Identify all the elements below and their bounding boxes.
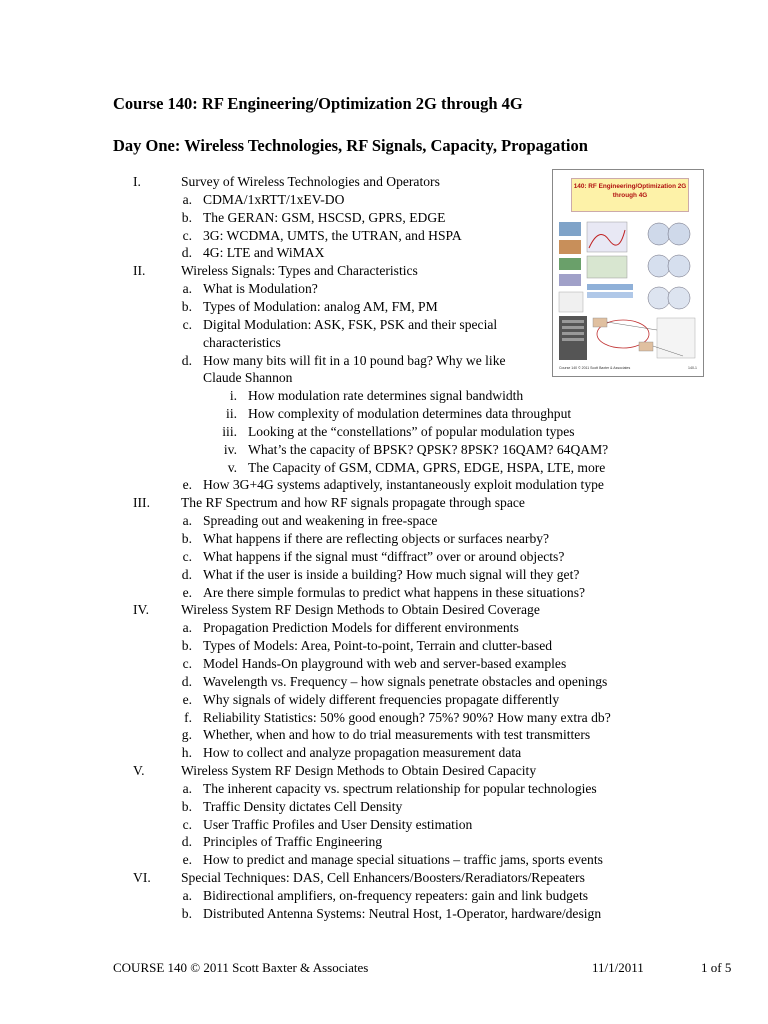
outline-subitem-text: How complexity of modulation determines data throughput [248, 406, 572, 422]
outline-item-text: Reliability Statistics: 50% good enough? 75%? 90%? How many extra db? [203, 709, 611, 725]
outline-item-text: Principles of Traffic Engineering [203, 834, 383, 850]
outline-item-number: e. [182, 477, 192, 493]
outline-item-number: a. [182, 780, 192, 796]
section-number: III. [133, 495, 150, 511]
outline-item-text: The inherent capacity vs. spectrum relationship for popular technologies [203, 780, 597, 796]
outline-item-number: c. [182, 316, 192, 332]
outline-item-number: h. [181, 745, 192, 761]
outline-item-text: Digital Modulation: ASK, FSK, PSK and their special [203, 316, 498, 332]
outline-item-number: c. [182, 227, 192, 243]
section-number: V. [133, 763, 145, 779]
outline-item-number: d. [181, 352, 192, 368]
section-number: I. [133, 174, 141, 189]
outline-item-number: a. [182, 191, 192, 207]
outline-item-text: What happens if the signal must “diffract” over or around objects? [203, 548, 565, 564]
page-title: Course 140: RF Engineering/Optimization 2G through 4G [113, 94, 523, 113]
outline-subitem-number: iii. [222, 423, 237, 439]
outline-item-number: a. [182, 281, 192, 297]
outline-item-number: c. [182, 816, 192, 832]
outline-item-number: g. [181, 727, 192, 743]
outline-subitem-number: v. [227, 459, 237, 475]
outline-item-text: What happens if there are reflecting objects or surfaces nearby? [203, 531, 550, 546]
outline-item-number: a. [182, 620, 192, 636]
outline-item-text: Whether, when and how to do trial measurements with test transmitters [203, 727, 591, 743]
outline-item-text: Bidirectional amplifiers, on-frequency repeaters: gain and link budgets [203, 888, 589, 903]
outline-item-text: 3G: WCDMA, UMTS, the UTRAN, and HSPA [203, 227, 462, 243]
thumbnail-caption: Course 140 © 2011 Scott Baxter & Associates [559, 366, 631, 370]
outline-item-text: Model Hands-On playground with web and server-based examples [203, 655, 567, 671]
outline-item-number: e. [182, 852, 192, 868]
outline-subitem-text: How modulation rate determines signal bandwidth [248, 388, 524, 404]
outline-subitem-number: i. [229, 388, 237, 404]
outline-item-number: b. [181, 905, 192, 921]
outline-item-number: b. [181, 798, 192, 814]
outline-item-number: e. [182, 584, 192, 600]
outline-item-number: d. [181, 673, 192, 689]
outline-subitem-text: What’s the capacity of BPSK? QPSK? 8PSK? 16QAM? 64QAM? [248, 441, 609, 457]
outline-item-text: Types of Models: Area, Point-to-point, Terrain and clutter-based [203, 638, 553, 654]
outline-item-text: CDMA/1xRTT/1xEV-DO [203, 191, 345, 207]
outline-item-text: How many bits will fit in a 10 pound bag? Why we like [203, 352, 506, 368]
section-heading-text: Survey of Wireless Technologies and Operators [181, 174, 440, 189]
outline-item-number: d. [181, 566, 192, 582]
outline-subitem-number: iv. [223, 441, 237, 457]
section-heading-text: The RF Spectrum and how RF signals propagate through space [181, 495, 525, 511]
outline-item-text: Why signals of widely different frequencies propagate differently [203, 691, 560, 707]
outline-item-text: Propagation Prediction Models for different environments [203, 620, 519, 636]
footer-course: COURSE 140 © 2011 Scott Baxter & Associates [113, 960, 369, 975]
footer-page: 1 of 5 [701, 960, 732, 975]
outline-item-text: The GERAN: GSM, HSCSD, GPRS, EDGE [203, 209, 446, 225]
outline-item-number: e. [182, 691, 192, 707]
section-heading-text: Wireless System RF Design Methods to Obtain Desired Capacity [181, 763, 537, 779]
section-number: IV. [133, 602, 149, 618]
outline-subitem-text: Looking at the “constellations” of popular modulation types [248, 423, 575, 439]
thumbnail-caption-right: 140-1 [688, 366, 697, 370]
section-heading-text: Wireless Signals: Types and Characteristics [181, 263, 418, 279]
outline-item-text: What if the user is inside a building? How much signal will they get? [203, 566, 580, 582]
outline-item-text: Wavelength vs. Frequency – how signals penetrate obstacles and openings [203, 673, 608, 689]
outline-item-text: How to predict and manage special situations – traffic jams, sports events [203, 852, 603, 868]
outline-item-text: What is Modulation? [203, 281, 318, 297]
outline-item-number: f. [184, 709, 192, 725]
outline-item-text: Are there simple formulas to predict what happens in these situations? [203, 584, 586, 600]
section-heading-text: Special Techniques: DAS, Cell Enhancers/Boosters/Reradiators/Repeaters [181, 870, 585, 886]
outline-item-text: Distributed Antenna Systems: Neutral Host, 1-Operator, hardware/design [203, 905, 602, 921]
outline-item-continued: characteristics [203, 334, 281, 350]
course-thumbnail-image [552, 169, 704, 377]
outline-item-number: a. [182, 888, 192, 903]
outline-item-text: How to collect and analyze propagation measurement data [203, 745, 522, 761]
section-heading-text: Wireless System RF Design Methods to Obtain Desired Coverage [181, 602, 540, 618]
outline-item-text: How 3G+4G systems adaptively, instantaneously exploit modulation type [203, 477, 604, 493]
outline-item-text: Types of Modulation: analog AM, FM, PM [203, 298, 438, 314]
outline-item-number: d. [181, 834, 192, 850]
outline-item-text: Spreading out and weakening in free-space [203, 513, 438, 529]
outline-item-continued: Claude Shannon [203, 370, 293, 386]
outline-item-number: c. [182, 655, 192, 671]
outline-item-number: a. [182, 513, 192, 529]
outline-item-text: Traffic Density dictates Cell Density [203, 798, 403, 814]
footer-date: 11/1/2011 [592, 960, 644, 975]
thumbnail-title: 140: RF Engineering/Optimization 2G through 4G [571, 178, 689, 212]
outline-subitem-text: The Capacity of GSM, CDMA, GPRS, EDGE, HSPA, LTE, more [248, 459, 606, 475]
outline-item-number: b. [181, 638, 192, 654]
outline-item-number: b. [181, 209, 192, 225]
page-subtitle: Day One: Wireless Technologies, RF Signals, Capacity, Propagation [113, 136, 588, 155]
outline-subitem-number: ii. [226, 406, 237, 422]
outline-item-text: User Traffic Profiles and User Density estimation [203, 816, 473, 832]
outline-item-number: c. [182, 548, 192, 564]
section-number: VI. [133, 870, 151, 886]
outline-item-text: 4G: LTE and WiMAX [203, 245, 325, 261]
outline-item-number: d. [181, 245, 192, 261]
section-number: II. [133, 263, 146, 279]
outline-item-number: b. [181, 298, 192, 314]
outline-item-number: b. [181, 531, 192, 546]
